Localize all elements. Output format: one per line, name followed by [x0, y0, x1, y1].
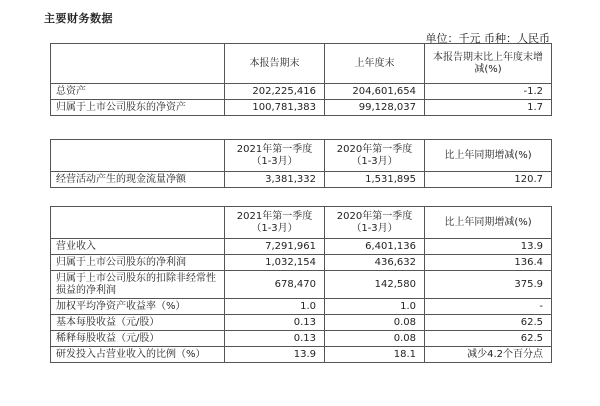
value-cell: 6,401,136: [325, 239, 425, 255]
header-cell: [51, 44, 225, 84]
value-cell: 202,225,416: [225, 84, 325, 100]
header-cell: [51, 140, 225, 172]
value-cell: 0.08: [325, 315, 425, 331]
header-cell: 2021年第一季度（1-3月）: [225, 207, 325, 239]
row-label: 加权平均净资产收益率（%）: [51, 299, 225, 315]
table-row: [51, 172, 552, 188]
value-cell: 436,632: [325, 255, 425, 271]
table-row: [51, 315, 552, 331]
value-cell: 678,470: [225, 271, 325, 299]
unit-currency-note: 单位：千元 币种：人民币: [425, 32, 550, 45]
value-cell: 100,781,383: [225, 100, 325, 116]
table-row: [51, 271, 552, 299]
header-cell: 2020年第一季度（1-3月）: [325, 207, 425, 239]
row-label: 归属于上市公司股东的扣除非经常性损益的净利润: [51, 271, 225, 299]
row-label: 归属于上市公司股东的净利润: [51, 255, 225, 271]
value-cell: -1.2: [425, 84, 552, 100]
row-label: 研发投入占营业收入的比例（%）: [51, 347, 225, 363]
value-cell: 0.13: [225, 331, 325, 347]
section-title: 主要财务数据: [44, 12, 113, 25]
table-row: [51, 239, 552, 255]
value-cell: 62.5: [425, 331, 552, 347]
header-cell: 比上年同期增减(%): [425, 140, 552, 172]
row-label: 归属于上市公司股东的净资产: [51, 100, 225, 116]
table-row: [51, 255, 552, 271]
value-cell: 99,128,037: [325, 100, 425, 116]
header-cell: 本报告期末: [225, 44, 325, 84]
row-label: 稀释每股收益（元/股）: [51, 331, 225, 347]
value-cell: 0.13: [225, 315, 325, 331]
table-row: [51, 299, 552, 315]
value-cell: 375.9: [425, 271, 552, 299]
table-row: [51, 84, 552, 100]
value-cell: 18.1: [325, 347, 425, 363]
table-row: [51, 100, 552, 116]
value-cell: 7,291,961: [225, 239, 325, 255]
header-cell: [51, 207, 225, 239]
value-cell: 136.4: [425, 255, 552, 271]
value-cell: 1.0: [225, 299, 325, 315]
header-cell: 本报告期末比上年度末增减(%): [425, 44, 552, 84]
value-cell: 13.9: [225, 347, 325, 363]
header-cell: 上年度末: [325, 44, 425, 84]
row-label: 经营活动产生的现金流量净额: [51, 172, 225, 188]
header-cell: 2020年第一季度（1-3月）: [325, 140, 425, 172]
income-table: [50, 206, 552, 363]
value-cell: 204,601,654: [325, 84, 425, 100]
value-cell: 3,381,332: [225, 172, 325, 188]
value-cell: -: [425, 299, 552, 315]
value-cell: 120.7: [425, 172, 552, 188]
row-label: 基本每股收益（元/股）: [51, 315, 225, 331]
value-cell: 62.5: [425, 315, 552, 331]
header-cell: 比上年同期增减(%): [425, 207, 552, 239]
row-label: 营业收入: [51, 239, 225, 255]
cashflow-table: [50, 139, 552, 188]
table-row: [51, 331, 552, 347]
header-cell: 2021年第一季度（1-3月）: [225, 140, 325, 172]
value-cell: 0.08: [325, 331, 425, 347]
value-cell: 142,580: [325, 271, 425, 299]
value-cell: 1,032,154: [225, 255, 325, 271]
row-label: 总资产: [51, 84, 225, 100]
value-cell: 1,531,895: [325, 172, 425, 188]
value-cell: 减少4.2个百分点: [425, 347, 552, 363]
value-cell: 1.7: [425, 100, 552, 116]
value-cell: 1.0: [325, 299, 425, 315]
balance-table: [50, 43, 552, 116]
table-row: [51, 347, 552, 363]
value-cell: 13.9: [425, 239, 552, 255]
